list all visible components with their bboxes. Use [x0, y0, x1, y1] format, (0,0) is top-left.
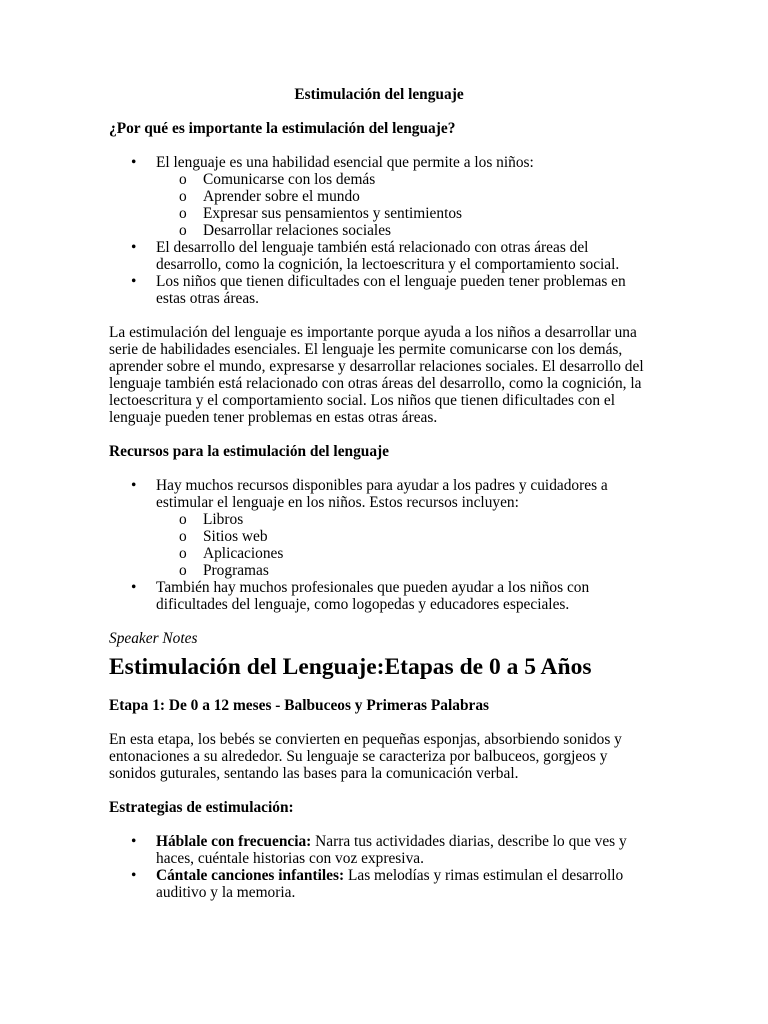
circle-bullet-icon: o	[179, 205, 187, 222]
section-heading-importance: ¿Por qué es importante la estimulación del lenguaje?	[109, 120, 456, 137]
document-content	[109, 86, 649, 901]
sublist-item: o Comunicarse con los demás	[179, 171, 376, 188]
bullet-icon: •	[131, 477, 137, 494]
sublist-item: o Expresar sus pensamientos y sentimientos	[179, 205, 463, 222]
list-item: • El lenguaje es una habilidad esencial que permite a los niños: o Comunicarse con los demás o Aprender sobre el mundo o Expresar sus pensamientos y sentimientos o Desarrollar relaciones sociales	[109, 154, 649, 239]
list-item: • Háblale con frecuencia: Narra tus actividades diarias, describe lo que ves y haces, cuéntale historias con voz expresiva.	[131, 833, 627, 867]
speaker-notes-label: Speaker Notes	[109, 630, 198, 647]
sublist-item: o Sitios web	[179, 528, 268, 545]
document-title: Estimulación del lenguaje	[294, 86, 464, 103]
sublist-item: o Desarrollar relaciones sociales	[179, 222, 392, 239]
list-item: • Los niños que tienen dificultades con el lenguaje pueden tener problemas en estas otras áreas.	[131, 273, 626, 307]
importance-list	[109, 154, 649, 307]
bullet-icon: •	[131, 239, 137, 256]
circle-bullet-icon: o	[179, 562, 187, 579]
list-item: • Cántale canciones infantiles: Las melodías y rimas estimulan el desarrollo auditivo y la memoria.	[131, 867, 624, 901]
skills-sublist	[156, 171, 649, 239]
circle-bullet-icon: o	[179, 222, 187, 239]
importance-paragraph: La estimulación del lenguaje es importante porque ayuda a los niños a desarrollar una serie de habilidades esenciales. El lenguaje les permite comunicarse con los demás, aprender sobre el mundo, expresarse y desarrollar relaciones sociales. El desarrollo del lenguaje también está relacionado con otras áreas del desarrollo, como la cognición, la lectoescritura y el comportamiento social. Los niños que tienen dificultades con el lenguaje pueden tener problemas en estas otras áreas.	[109, 324, 644, 426]
bullet-icon: •	[131, 273, 137, 290]
stage1-heading: Etapa 1: De 0 a 12 meses - Balbuceos y Primeras Palabras	[109, 697, 490, 714]
resources-sublist	[156, 511, 649, 579]
list-item: • Hay muchos recursos disponibles para ayudar a los padres y cuidadores a estimular el lenguaje en los niños. Estos recursos incluyen: o Libros o Sitios web o Aplicaciones o Programas	[109, 477, 649, 579]
circle-bullet-icon: o	[179, 171, 187, 188]
bullet-icon: •	[131, 579, 137, 596]
stage1-paragraph: En esta etapa, los bebés se convierten en pequeñas esponjas, absorbiendo sonidos y entonaciones a su alrededor. Su lenguaje se caracteriza por balbuceos, gorgjeos y sonidos guturales, sentando las bases para la comunicación verbal.	[109, 731, 622, 782]
bullet-icon: •	[131, 833, 137, 850]
main-heading: Estimulación del Lenguaje:Etapas de 0 a 5 Años	[109, 654, 592, 680]
bullet-icon: •	[131, 867, 137, 884]
sublist-item: o Aprender sobre el mundo	[179, 188, 360, 205]
strategies-list	[109, 833, 649, 901]
bullet-icon: •	[131, 154, 137, 171]
resources-list	[109, 477, 649, 613]
circle-bullet-icon: o	[179, 528, 187, 545]
list-item: • El desarrollo del lenguaje también está relacionado con otras áreas del desarrollo, como la cognición, la lectoescritura y el comportamiento social.	[131, 239, 620, 273]
circle-bullet-icon: o	[179, 188, 187, 205]
sublist-item: o Libros	[179, 511, 244, 528]
strategies-heading: Estrategias de estimulación:	[109, 799, 294, 816]
sublist-item: o Programas	[179, 562, 269, 579]
list-item: • También hay muchos profesionales que pueden ayudar a los niños con dificultades del lenguaje, como logopedas y educadores especiales.	[131, 579, 590, 613]
circle-bullet-icon: o	[179, 545, 187, 562]
sublist-item: o Aplicaciones	[179, 545, 284, 562]
circle-bullet-icon: o	[179, 511, 187, 528]
section-heading-resources: Recursos para la estimulación del lenguaje	[109, 443, 390, 460]
